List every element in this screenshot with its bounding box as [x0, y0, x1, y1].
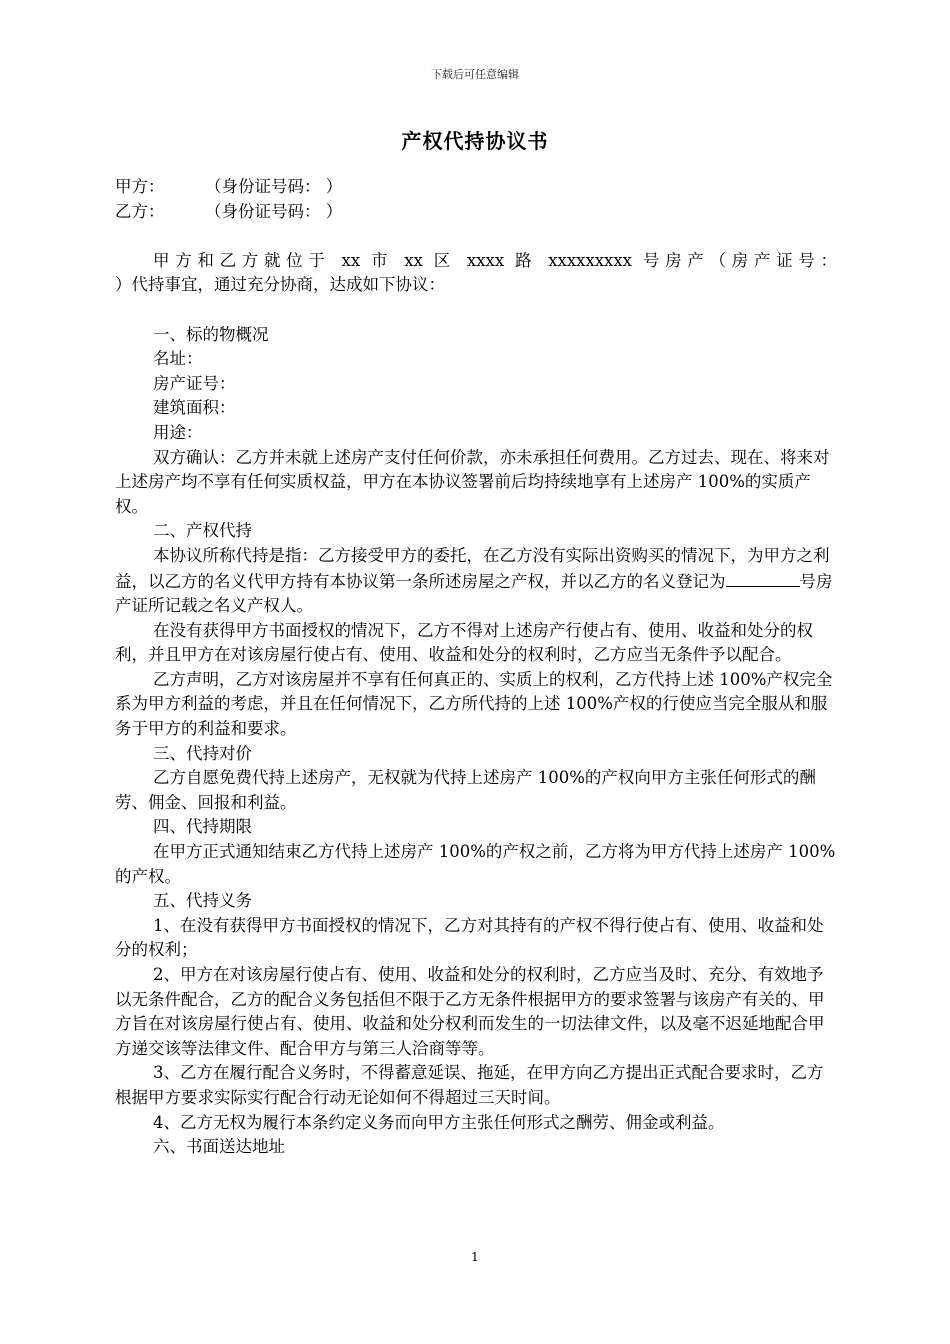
intro-line-2: ）代持事宜，通过充分协商，达成如下协议： [115, 275, 445, 295]
party-b-id: （身份证号码： ） [205, 201, 343, 221]
blank-field [726, 569, 800, 587]
document-body [115, 175, 837, 1160]
document-title: 产权代持协议书 [401, 129, 549, 153]
section-2-title: 二、产权代持 [153, 521, 252, 541]
section-3-paragraph: 乙方自愿免费代持上述房产，无权就为代持上述房产 100%的产权向甲方主张任何形式的酬劳、佣金、回报和利益。 [115, 768, 816, 812]
party-b-line [115, 200, 837, 225]
section-2-paragraph-2: 在没有获得甲方书面授权的情况下，乙方不得对上述房产行使占有、使用、收益和处分的权利，并且甲方在对该房屋行使占有、使用、收益和处分的权利时，乙方应当无条件予以配合。 [115, 620, 813, 665]
section-3-title: 三、代持对价 [153, 743, 252, 763]
section-4-title: 四、代持期限 [153, 817, 252, 837]
intro-line-1: 甲方和乙方就位于 xx 市 xx 区 xxxx 路 xxxxxxxxx 号房产（房产证号： [153, 250, 837, 270]
section-5-title: 五、代持义务 [153, 891, 252, 911]
section-1-item-cert: 房产证号： [153, 373, 236, 393]
party-b-label: 乙方： [115, 201, 165, 221]
section-5-item-1: 1、在没有获得甲方书面授权的情况下，乙方对其持有的产权不得行使占有、使用、收益和处分的权利； [115, 915, 824, 960]
section-1-title: 一、标的物概况 [153, 324, 269, 344]
section-5-item-2: 2、甲方在对该房屋行使占有、使用、收益和处分的权利时，乙方应当及时、充分、有效地予以无条件配合，乙方的配合义务包括但不限于乙方无条件根据甲方的要求签署与该房产有关的、甲方旨在对该房屋行使占有、使用、收益和处分权利而发生的一切法律文件，以及毫不迟延地配合甲方递交该等法律文件、配合甲方与第三人洽商等等。 [115, 965, 825, 1058]
section-4-paragraph: 在甲方正式通知结束乙方代持上述房产 100%的产权之前，乙方将为甲方代持上述房产 100%的产权。 [115, 842, 836, 886]
section-5-item-4: 4、乙方无权为履行本条约定义务而向甲方主张任何形式之酬劳、佣金或利益。 [153, 1112, 725, 1132]
party-a-id: （身份证号码： ） [205, 177, 343, 196]
section-1-item-use: 用途： [153, 422, 203, 442]
section-2-paragraph-1: 本协议所称代持是指：乙方接受甲方的委托，在乙方没有实际出资购买的情况下，为甲方之利益，以乙方的名义代甲方持有本协议第一条所述房屋之产权，并以乙方的名义登记为 号房产证所记载之名义产权人。 [115, 545, 833, 616]
header-note: 下载后可任意编辑 [431, 68, 519, 81]
section-6-title: 六、书面送达地址 [153, 1137, 285, 1157]
section-1-item-address: 名址： [153, 349, 203, 369]
section-1-paragraph: 双方确认：乙方并未就上述房产支付任何价款，亦未承担任何费用。乙方过去、现在、将来对上述房产均不享有任何实质权益，甲方在本协议签署前后均持续地享有上述房产 100%的实质产权。 [115, 447, 830, 516]
section-1-item-area: 建筑面积： [153, 398, 236, 418]
page-number: 1 [471, 1250, 479, 1264]
party-a-line [115, 175, 837, 200]
section-2-paragraph-3: 乙方声明，乙方对该房屋并不享有任何真正的、实质上的权利，乙方代持上述 100%产权完全系为甲方利益的考虑，并且在任何情况下，乙方所代持的上述 100%产权的行使应当完全服从和服务于甲方的利益和要求。 [115, 669, 833, 739]
party-a-label: 甲方： [115, 177, 165, 196]
section-5-item-3: 3、乙方在履行配合义务时，不得蓄意延误、拖延，在甲方向乙方提出正式配合要求时，乙方根据甲方要求实际实行配合行动无论如何不得超过三天时间。 [115, 1063, 824, 1107]
